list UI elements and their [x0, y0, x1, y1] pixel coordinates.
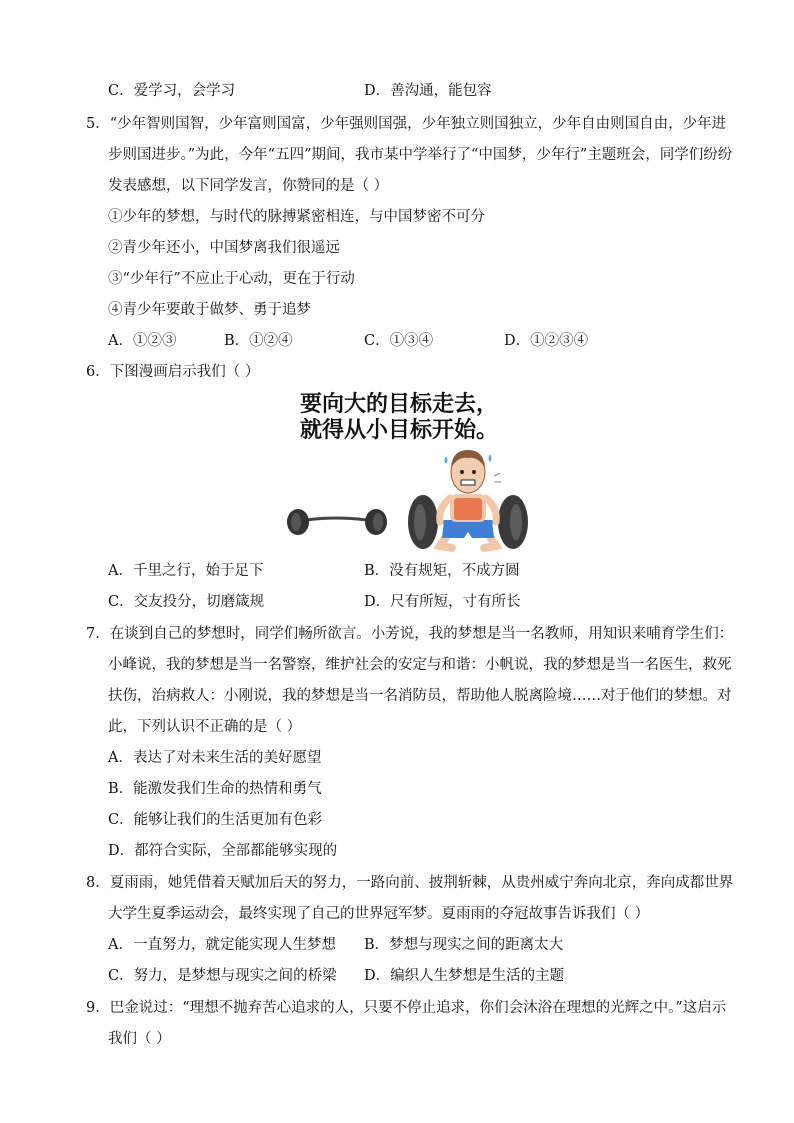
q5-option-a: A．①②③ — [108, 333, 177, 349]
q5-option-d: D．①②③④ — [504, 333, 589, 349]
q8-option-c: C．努力，是梦想与现实之间的桥梁 — [108, 968, 337, 984]
q7-stem-line2: 小峰说，我的梦想是当一名警察，维护社会的安定与和谐：小帆说，我的梦想是当一名医生，救死 — [108, 657, 732, 673]
q5-statement-1: ①少年的梦想，与时代的脉搏紧密相连，与中国梦密不可分 — [108, 209, 485, 225]
q5-option-c: C．①③④ — [364, 333, 434, 349]
q9-stem-line1: 9．巴金说过：“理想不抛弃苦心追求的人，只要不停止追求，你们会沐浴在理想的光辉之中。”这启示 — [86, 1000, 727, 1016]
q6-option-c: C．交友投分，切磨箴规 — [108, 594, 265, 610]
q8-option-b: B．梦想与现实之间的距离太大 — [364, 937, 564, 953]
q5-statement-2: ②青少年还小，中国梦离我们很遥远 — [108, 240, 340, 256]
q7-option-b: B．能激发我们生命的热情和勇气 — [108, 781, 322, 797]
q9-stem-line2: 我们（ ） — [108, 1031, 171, 1047]
q5-statement-4: ④青少年要敢于做梦、勇于追梦 — [108, 302, 311, 318]
q8-option-d: D．编织人生梦想是生活的主题 — [364, 968, 565, 984]
cartoon-caption-line1: 要向大的目标走去， — [300, 392, 499, 417]
q5-stem-line2: 步则国进步。”为此，今年“五四”期间，我市某中学举行了“中国梦，少年行”主题班会，同学们纷纷 — [108, 147, 733, 163]
weightlifter-person-icon — [440, 450, 501, 548]
q4-option-d: D．善沟通，能包容 — [364, 83, 492, 99]
cartoon-caption-line2: 就得从小目标开始。 — [300, 418, 499, 443]
q6-stem: 6．下图漫画启示我们（ ） — [86, 364, 260, 380]
q6-option-d: D．尺有所短，寸有所长 — [364, 594, 521, 610]
q7-stem-line1: 7．在谈到自己的梦想时，同学们畅所欲言。小芳说，我的梦想是当一名教师，用知识来哺育学生们： — [86, 626, 734, 642]
q7-option-c: C．能够让我们的生活更加有色彩 — [108, 812, 323, 828]
weightlifting-cartoon — [280, 446, 530, 552]
q6-option-a: A．千里之行，始于足下 — [108, 563, 264, 579]
q7-stem-line4: 此，下列认识不正确的是（ ） — [108, 719, 302, 735]
q5-stem-line1: 5．“少年智则国智，少年富则国富，少年强则国强，少年独立则国独立，少年自由则国自由，少年进 — [86, 116, 727, 132]
q8-stem-line1: 8．夏雨雨，她凭借着天赋加后天的努力，一路向前、披荆斩棘，从贵州威宁奔向北京，奔向成都世界 — [86, 875, 734, 891]
small-barbell-icon — [287, 509, 387, 535]
q8-stem-line2: 大学生夏季运动会，最终实现了自己的世界冠军梦。夏雨雨的夺冠故事告诉我们（ ） — [108, 906, 650, 922]
q6-option-b: B．没有规矩，不成方圆 — [364, 563, 520, 579]
q5-stem-line3: 发表感想，以下同学发言，你赞同的是（ ） — [108, 178, 389, 194]
q8-option-a: A．一直努力，就定能实现人生梦想 — [108, 937, 336, 953]
q7-option-a: A．表达了对未来生活的美好愿望 — [108, 750, 322, 766]
q4-option-c: C．爱学习，会学习 — [108, 83, 236, 99]
q7-option-d: D．都符合实际，全部都能够实现的 — [108, 843, 338, 859]
q5-statement-3: ③“少年行”不应止于心动，更在于行动 — [108, 271, 355, 287]
q5-option-b: B．①②④ — [224, 333, 293, 349]
q7-stem-line3: 扶伤，治病救人：小刚说，我的梦想是当一名消防员，帮助他人脱离险境……对于他们的梦想。对 — [108, 688, 732, 704]
